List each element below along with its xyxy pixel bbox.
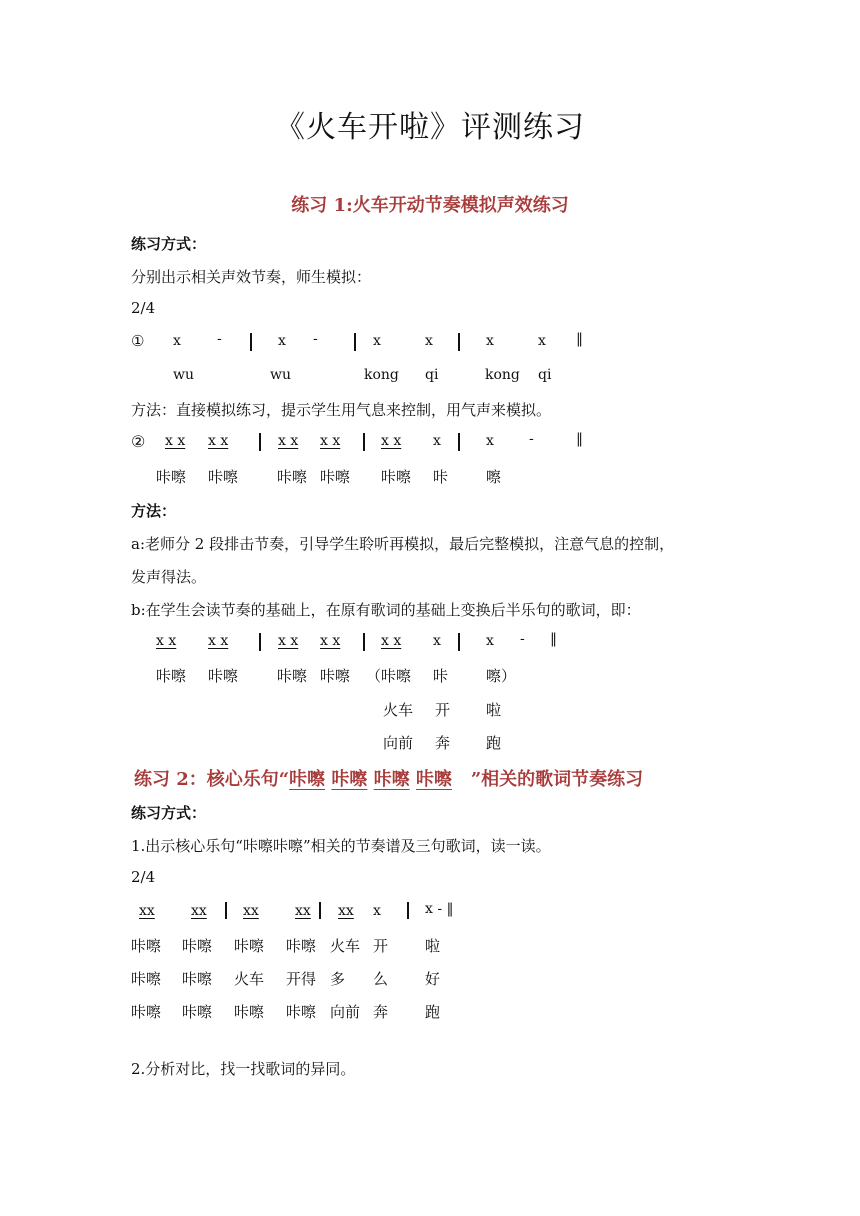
ex2-lyric: 么: [373, 970, 389, 988]
rhythm-2-note: x x: [381, 433, 402, 449]
rhythm-1-number: ①: [131, 332, 145, 350]
rhythm-2-note: x x: [320, 433, 341, 449]
rhythm-3-note: x x: [278, 633, 299, 649]
rhythm-2-note: x x: [165, 433, 186, 449]
rhythm-2-lyric: 咔嚓: [208, 468, 239, 486]
rhythm-3-note: x x: [381, 633, 402, 649]
rhythm-1-note: -: [313, 331, 318, 347]
barline: [407, 902, 409, 919]
final-barline: ‖: [576, 331, 583, 347]
meter-1: 2/4: [131, 299, 156, 317]
rhythm-1-method: 方法：直接模拟练习，提示学生用气息来控制，用气声来模拟。: [131, 401, 552, 419]
rhythm-2-note: x x: [208, 433, 229, 449]
rhythm-2-note: x: [486, 433, 494, 449]
ex2-lyric: 咔嚓: [182, 1003, 213, 1021]
rhythm-2-lyric: 咔嚓: [320, 468, 351, 486]
heading-suffix: ”相关的歌词节奏练习: [470, 769, 644, 790]
alt-lyric: 啦: [486, 701, 502, 719]
barline: [458, 333, 460, 351]
step-a-line-2: 发声得法。: [131, 568, 207, 586]
rhythm-1-note: x: [278, 333, 286, 349]
rhythm-3-lyric: 咔: [433, 667, 449, 685]
barline: [250, 333, 252, 351]
ex2-note: xx: [139, 903, 155, 919]
heading-word: 咔嚓: [331, 769, 368, 790]
ex2-lyric: 咔嚓: [182, 970, 213, 988]
meter-2: 2/4: [131, 868, 156, 886]
final-barline: ‖: [550, 631, 557, 647]
barline: [319, 902, 321, 919]
step-a-line-1: a:老师分 2 段排击节奏，引导学生聆听再模拟，最后完整模拟，注意气息的控制，: [131, 535, 675, 553]
rhythm-3-note: x x: [320, 633, 341, 649]
rhythm-2-note: x: [433, 433, 441, 449]
rhythm-3-lyric: 咔嚓: [208, 667, 239, 685]
ex2-lyric: 火车: [234, 970, 265, 988]
ex2-lyric: 咔嚓: [131, 1003, 162, 1021]
ex2-lyric: 咔嚓: [286, 1003, 317, 1021]
rhythm-1-note: -: [217, 331, 222, 347]
ex2-lyric: 火车: [330, 937, 361, 955]
ex2-lyric: 开: [373, 937, 389, 955]
exercise-2-method-label: 练习方式：: [131, 804, 207, 822]
rhythm-1-note: x: [486, 333, 494, 349]
rhythm-3-note: x x: [156, 633, 177, 649]
exercise-2-heading: [134, 765, 643, 791]
rhythm-3-lyric: 咔嚓: [320, 667, 351, 685]
rhythm-3-note: x x: [208, 633, 229, 649]
heading-word: 咔嚓: [289, 769, 326, 790]
ex2-lyric: 好: [425, 970, 441, 988]
barline: [259, 433, 261, 451]
rhythm-3-note: -: [520, 631, 525, 647]
rhythm-1-note: x: [373, 333, 381, 349]
ex2-lyric: 奔: [373, 1003, 389, 1021]
ex2-lyric: 咔嚓: [131, 970, 162, 988]
method-label: 方法：: [131, 502, 177, 520]
rhythm-1-lyric: qi: [538, 367, 552, 383]
ex2-note: xx: [338, 903, 354, 919]
rhythm-3-note: x: [433, 633, 441, 649]
ex2-note-end: x - ‖: [425, 901, 454, 917]
barline: [458, 433, 460, 451]
heading-prefix: 练习 2：核心乐句“: [134, 769, 290, 790]
ex2-lyric: 咔嚓: [234, 1003, 265, 1021]
rhythm-2-lyric: 咔嚓: [156, 468, 187, 486]
rhythm-1-note: x: [538, 333, 546, 349]
rhythm-2-lyric: 咔: [433, 468, 449, 486]
rhythm-3-lyric: 咔嚓: [156, 667, 187, 685]
rhythm-3-note: x: [486, 633, 494, 649]
alt-lyric: 奔: [435, 734, 451, 752]
rhythm-1-lyric: wu: [173, 367, 194, 383]
rhythm-1-lyric: qi: [425, 367, 439, 383]
ex2-lyric: 向前: [330, 1003, 361, 1021]
barline: [259, 633, 261, 651]
exercise-1-heading: 练习 1:火车开动节奏模拟声效练习: [291, 195, 569, 216]
alt-lyric: 跑: [486, 734, 502, 752]
heading-word: 咔嚓: [416, 769, 452, 790]
rhythm-2-note: -: [529, 431, 534, 447]
rhythm-3-lyric: 嚓）: [486, 667, 517, 685]
ex2-note: xx: [191, 903, 207, 919]
rhythm-2-number: ②: [131, 432, 146, 451]
rhythm-2-lyric: 咔嚓: [277, 468, 308, 486]
exercise-1-method-label: 练习方式：: [131, 235, 207, 253]
rhythm-1-note: x: [173, 333, 181, 349]
rhythm-2-lyric: 咔嚓: [381, 468, 412, 486]
final-barline: ‖: [576, 431, 583, 447]
heading-word: 咔嚓: [373, 769, 410, 790]
rhythm-1-note: x: [425, 333, 433, 349]
barline: [458, 633, 460, 651]
alt-lyric: 火车: [383, 701, 414, 719]
rhythm-3-lyric: （咔嚓: [366, 667, 412, 685]
ex2-lyric: 咔嚓: [182, 937, 213, 955]
barline: [354, 333, 356, 351]
ex2-lyric: 啦: [425, 937, 441, 955]
rhythm-3-lyric: 咔嚓: [277, 667, 308, 685]
rhythm-2-note: x x: [278, 433, 299, 449]
rhythm-1-lyric: kong: [364, 367, 399, 383]
exercise-1-intro: 分别出示相关声效节奏，师生模拟：: [131, 268, 372, 286]
ex2-lyric: 开得: [286, 970, 317, 988]
page-title: 《火车开啦》评测练习: [275, 110, 585, 145]
ex2-lyric: 咔嚓: [286, 937, 317, 955]
alt-lyric: 向前: [383, 734, 414, 752]
rhythm-1-lyric: kong: [485, 367, 520, 383]
ex2-lyric: 跑: [425, 1003, 441, 1021]
barline: [363, 433, 365, 451]
alt-lyric: 开: [435, 701, 451, 719]
step-b-line: b:在学生会读节奏的基础上，在原有歌词的基础上变换后半乐句的歌词，即：: [131, 601, 641, 619]
ex2-lyric: 多: [330, 970, 346, 988]
exercise-2-item-2: 2.分析对比，找一找歌词的异同。: [131, 1060, 356, 1078]
barline: [363, 633, 365, 651]
ex2-note: xx: [295, 903, 311, 919]
rhythm-1-lyric: wu: [270, 367, 291, 383]
ex2-note: xx: [243, 903, 259, 919]
rhythm-2-lyric: 嚓: [486, 468, 502, 486]
barline: [225, 902, 227, 919]
exercise-2-item-1: 1.出示核心乐句“咔嚓咔嚓”相关的节奏谱及三句歌词，读一读。: [131, 837, 551, 855]
ex2-note: x: [373, 903, 381, 919]
ex2-lyric: 咔嚓: [131, 937, 162, 955]
ex2-lyric: 咔嚓: [234, 937, 265, 955]
